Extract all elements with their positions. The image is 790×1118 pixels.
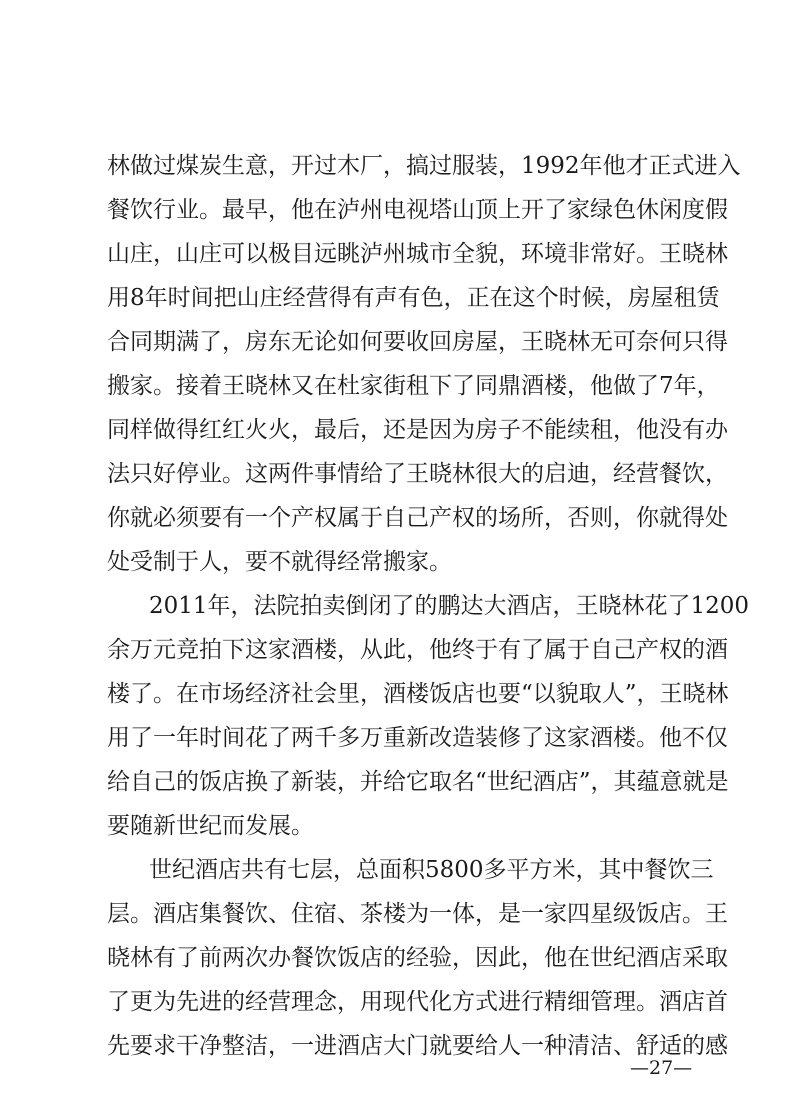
paragraph-1-line-6: 搬家。接着王晓林又在杜家街租下了同鼎酒楼，他做了7年， (107, 373, 720, 399)
page-number: —27— (630, 1057, 693, 1079)
paragraph-1-line-2: 餐饮行业。最早，他在泸州电视塔山顶上开了家绿色休闲度假 (107, 197, 728, 223)
paragraph-3-line-2: 层。酒店集餐饮、住宿、茶楼为一体，是一家四星级饭店。王 (107, 901, 728, 927)
paragraph-1-line-1: 林做过煤炭生意，开过木厂，搞过服装，1992年他才正式进入 (107, 153, 741, 179)
paragraph-3-line-3: 晓林有了前两次办餐饮饭店的经验，因此，他在世纪酒店采取 (107, 945, 728, 971)
paragraph-1-line-3: 山庄，山庄可以极目远眺泸州城市全貌，环境非常好。王晓林 (107, 241, 728, 267)
paragraph-3-line-4: 了更为先进的经营理念，用现代化方式进行精细管理。酒店首 (107, 989, 728, 1015)
paragraph-2-line-4: 用了一年时间花了两千多万重新改造装修了这家酒楼。他不仅 (107, 725, 728, 751)
paragraph-1-line-4: 用8年时间把山庄经营得有声有色，正在这个时候，房屋租赁 (107, 285, 720, 311)
paragraph-1-line-10: 处受制于人，要不就得经常搬家。 (107, 549, 452, 575)
paragraph-2-line-3: 楼了。在市场经济社会里，酒楼饭店也要“以貌取人”，王晓林 (107, 681, 729, 707)
paragraph-1-line-8: 法只好停业。这两件事情给了王晓林很大的启迪，经营餐饮， (107, 461, 728, 487)
paragraph-3-line-5: 先要求干净整洁，一进酒店大门就要给人一种清洁、舒适的感 (107, 1033, 728, 1059)
paragraph-2-line-6: 要随新世纪而发展。 (107, 813, 314, 839)
paragraph-2-line-1: 2011年，法院拍卖倒闭了的鹏达大酒店，王晓林花了1200 (149, 593, 750, 619)
paragraph-2-line-5: 给自己的饭店换了新装，并给它取名“世纪酒店”，其蕴意就是 (107, 769, 729, 795)
paragraph-1-line-5: 合同期满了，房东无论如何要收回房屋，王晓林无可奈何只得 (107, 329, 728, 355)
paragraph-1-line-9: 你就必须要有一个产权属于自己产权的场所，否则，你就得处 (107, 505, 728, 531)
paragraph-2-line-2: 余万元竞拍下这家酒楼，从此，他终于有了属于自己产权的酒 (107, 637, 728, 663)
paragraph-3-line-1: 世纪酒店共有七层，总面积5800多平方米，其中餐饮三 (149, 857, 714, 883)
paragraph-1-line-7: 同样做得红红火火，最后，还是因为房子不能续租，他没有办 (107, 417, 728, 443)
